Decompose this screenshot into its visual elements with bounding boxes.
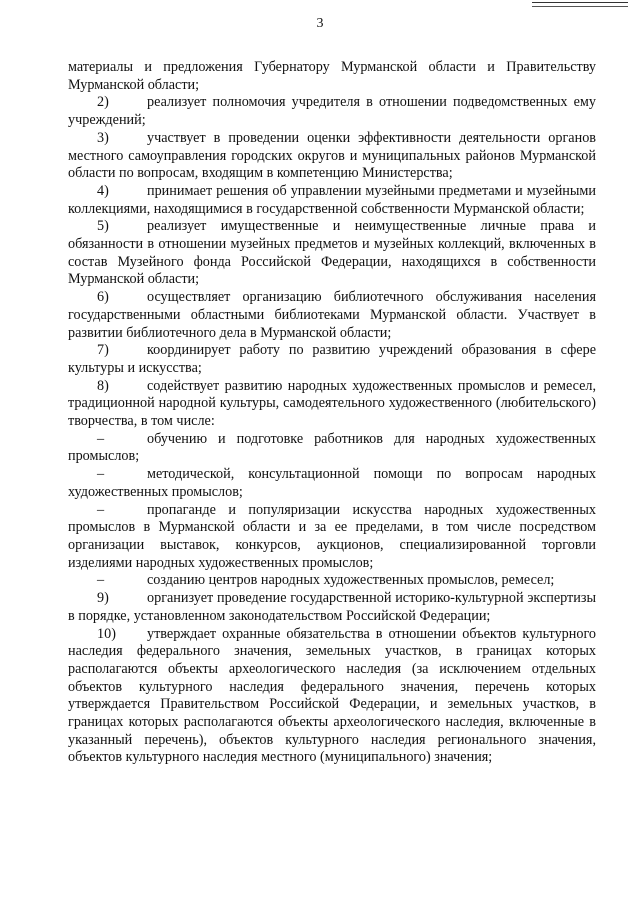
paragraph-text: реализует полномочия учредителя в отношении подведомственных ему учреждений; [68, 94, 596, 129]
paragraph-text: участвует в проведении оценки эффективности деятельности органов местного самоуправления городских округов и муниципальных районов Мурманской области по вопросам, входящим в компетенцию Министерства; [68, 129, 596, 182]
dash-marker: – [97, 466, 105, 483]
paragraph-text: осуществляет организацию библиотечного обслуживания населения государственными областными библиотеками Мурманской области. Участвует в развитии библиотечного дела в Мурманской области; [68, 289, 596, 341]
page-number: 3 [316, 16, 324, 31]
sub-item [68, 502, 596, 573]
list-item [68, 289, 596, 342]
sub-item [68, 431, 596, 466]
paragraph-continuation [68, 59, 596, 94]
paragraph-text: принимает решения об управлении музейными предметами и музейными коллекциями, находящимися в государственной собственности Мурманской области; [68, 182, 596, 217]
list-item [68, 130, 596, 183]
paragraph-text: обучению и подготовке работников для народных художественных промыслов; [68, 430, 596, 465]
paragraph-text: содействует развитию народных художественных промыслов и ремесел, традиционной народной культуры, самодеятельного художественного (любительского) творчества, в том числе: [68, 377, 596, 430]
list-item [68, 183, 596, 218]
item-number: 2) [97, 94, 109, 111]
item-number: 7) [97, 342, 109, 359]
item-number: 4) [97, 182, 109, 199]
dash-marker: – [97, 501, 105, 518]
paragraph-text: пропаганде и популяризации искусства народных художественных промыслов в Мурманской области и за ее пределами, в том числе посредством организации выставок, конкурсов, аукционов, специализированной торговли изделиями народных художественных промыслов; [68, 501, 596, 571]
paragraph-text: материалы и предложения Губернатору Мурманской области и Правительству Мурманской области; [68, 59, 596, 93]
item-number: 6) [97, 289, 109, 306]
list-item [68, 626, 596, 768]
item-number: 10) [97, 625, 116, 642]
paragraph-text: созданию центров народных художественных промыслов, ремесел; [147, 572, 555, 589]
paragraph-text: методической, консультационной помощи по вопросам народных художественных промыслов; [68, 466, 596, 500]
top-rule [532, 2, 628, 3]
dash-marker: – [97, 572, 105, 589]
paragraph-text: реализует имущественные и неимущественные личные права и обязанности в отношении музейных предметов и музейных коллекций, включенных в состав Музейного фонда Российской Федерации, находящихся в собственности Мурманской области; [68, 218, 596, 288]
sub-item [68, 466, 596, 501]
list-item [68, 590, 596, 625]
dash-marker: – [97, 430, 105, 447]
paragraph-text: координирует работу по развитию учреждений образования в сфере культуры и искусства; [68, 342, 596, 376]
item-number: 3) [97, 129, 109, 146]
item-number: 9) [97, 590, 109, 607]
document-body [68, 59, 596, 767]
paragraph-text: утверждает охранные обязательства в отношении объектов культурного наследия федерального значения, земельных участков, в границах которых располагаются объекты археологического наследия (за исключением отдельных объектов культурного наследия федерального значения, перечень которых утверждается Правительством Российской Федерации, и земельных участков, в границах которых располагаются объекты археологического наследия, включенные в указанный перечень), объектов культурного наследия регионального значения, объектов культурного наследия местного (муниципального) значения; [68, 625, 596, 766]
list-item [68, 218, 596, 289]
top-rule [532, 6, 628, 7]
item-number: 8) [97, 377, 109, 394]
sub-item [68, 572, 596, 590]
paragraph-text: организует проведение государственной историко-культурной экспертизы в порядке, установленном законодательством Российской Федерации; [68, 590, 596, 624]
item-number: 5) [97, 218, 109, 235]
list-item [68, 342, 596, 377]
list-item [68, 94, 596, 129]
list-item [68, 378, 596, 431]
